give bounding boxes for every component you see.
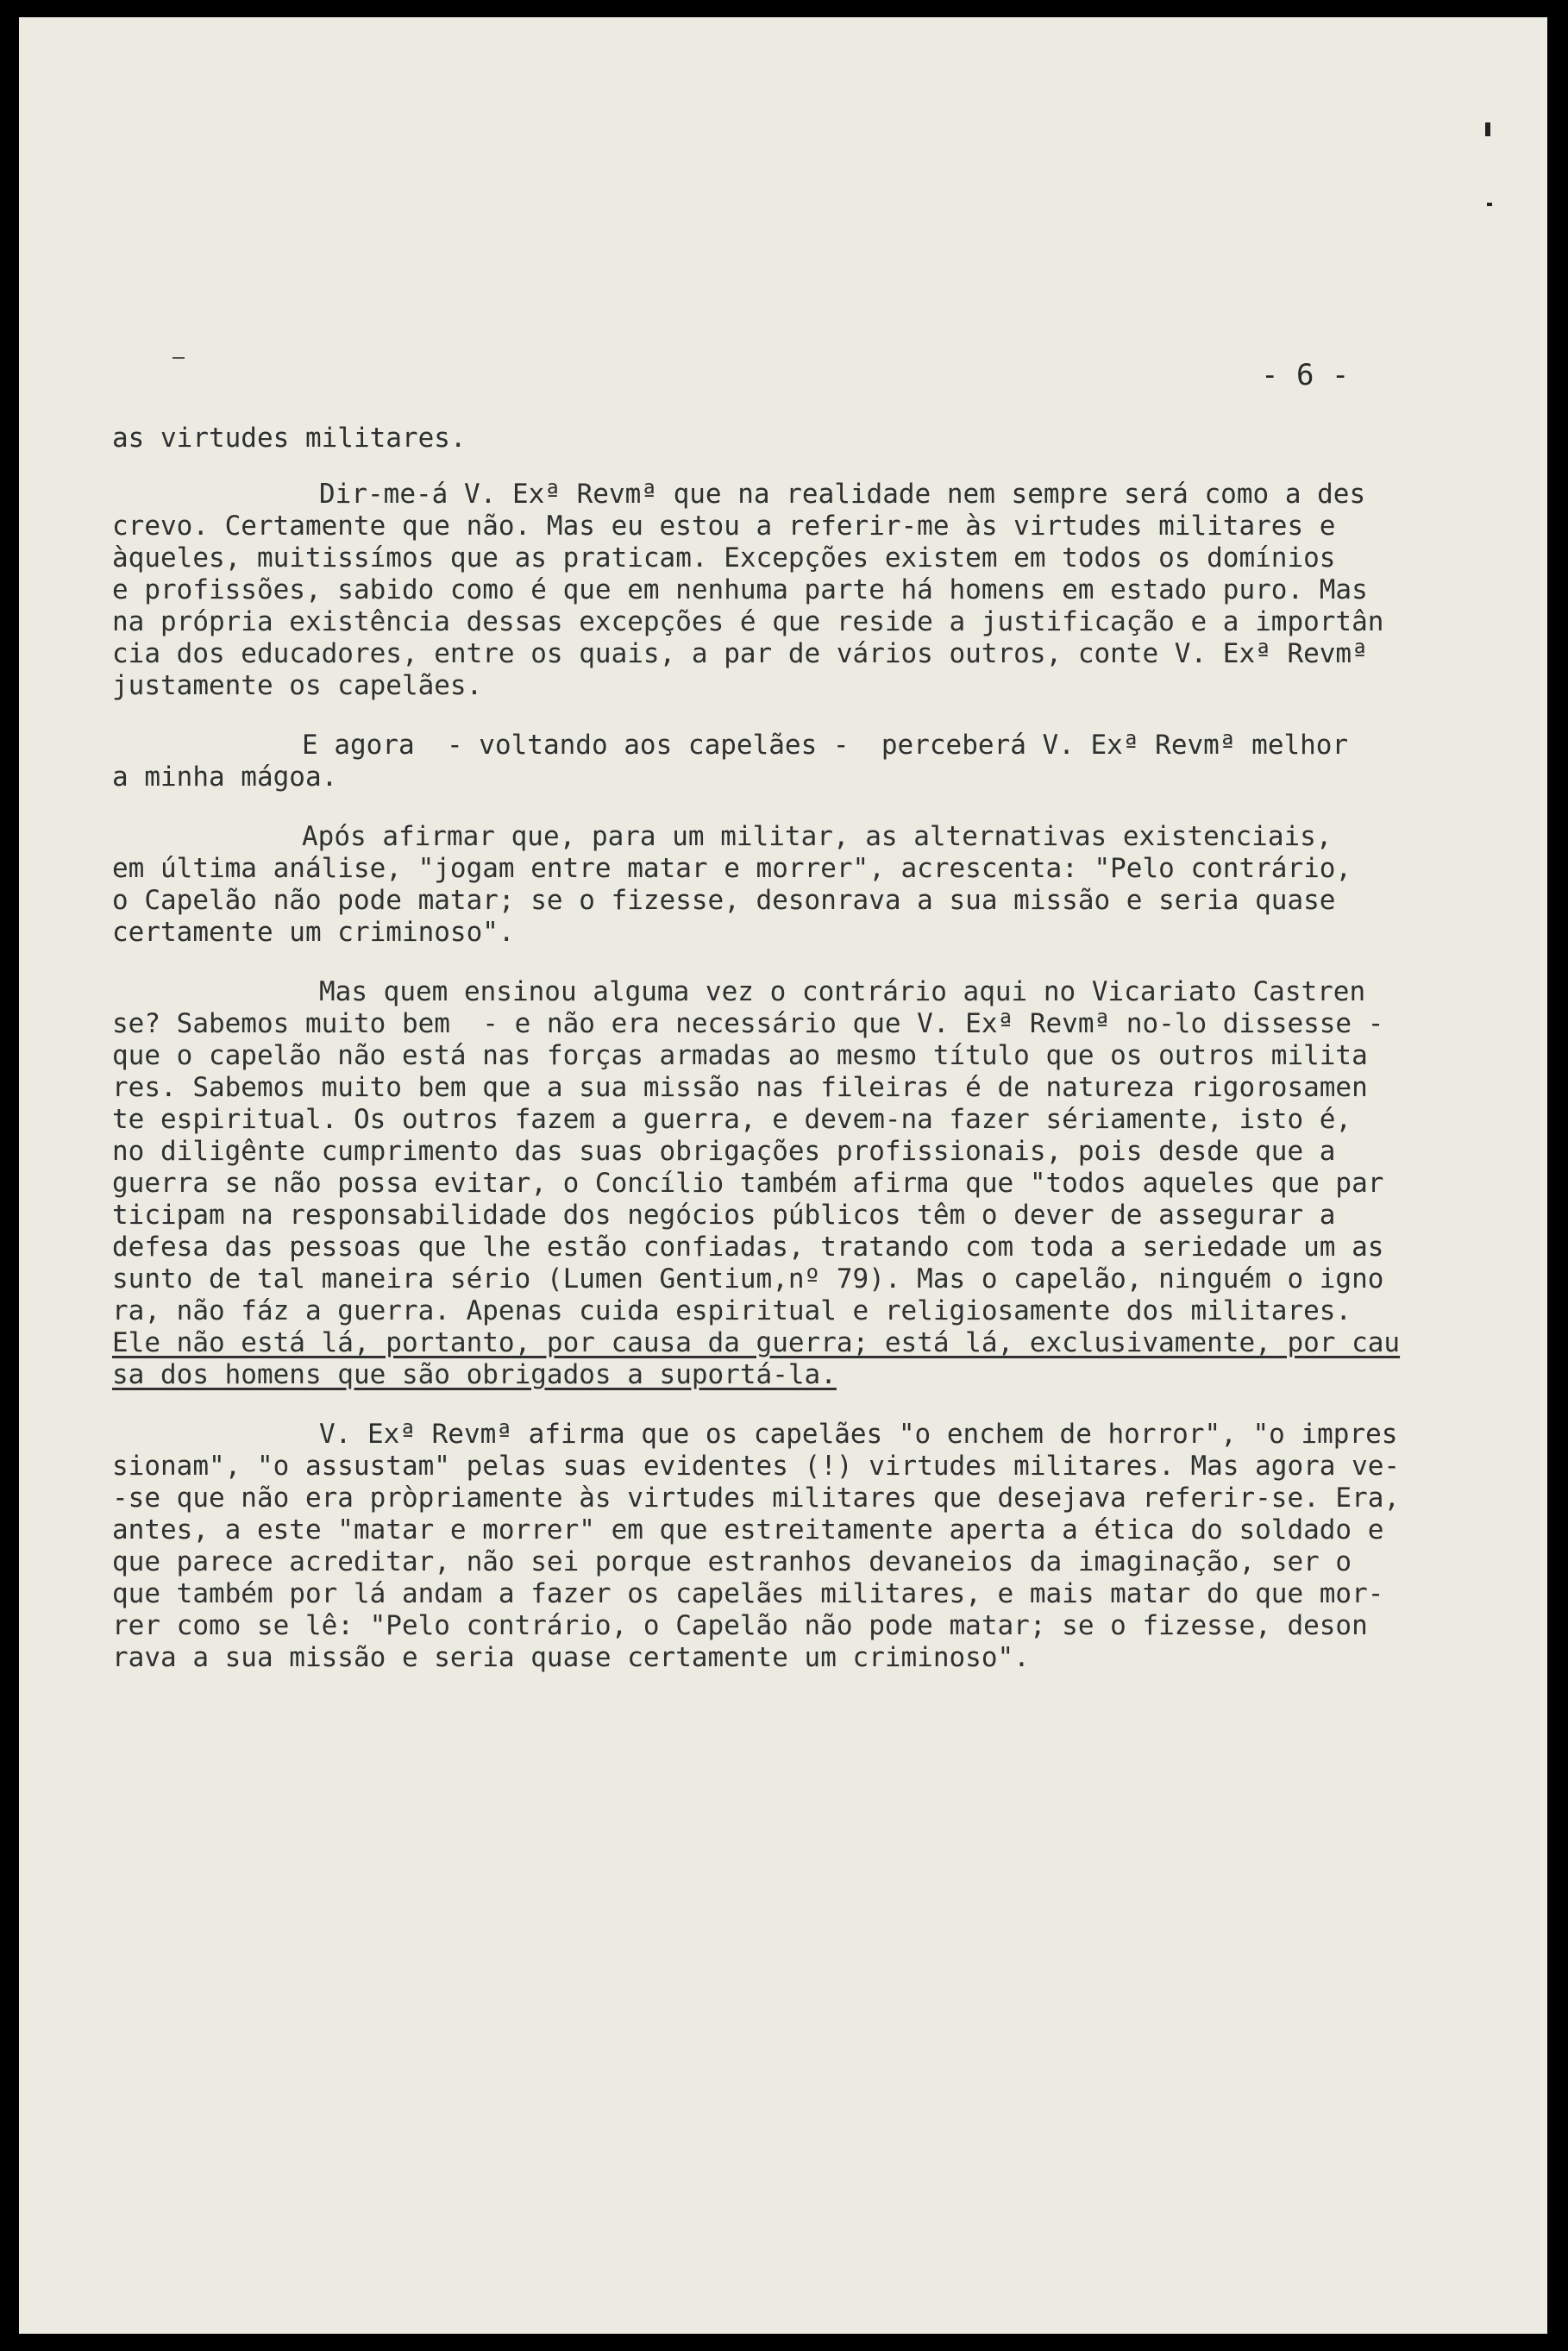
text-line: o Capelão não pode matar; se o fizesse, desonrava a sua missão e seria quase [112,885,1336,916]
text-line: se? Sabemos muito bem - e não era necessário que V. Exª Revmª no-lo dissesse - [112,1008,1384,1039]
text-line: as virtudes militares. [112,423,467,454]
text-line: te espiritual. Os outros fazem a guerra, e devem-na fazer sériamente, isto é, [112,1104,1352,1135]
text-line: certamente um criminoso". [112,917,515,948]
text-line: res. Sabemos muito bem que a sua missão nas fileiras é de natureza rigorosamen [112,1072,1368,1103]
underlined-text-line: Ele não está lá, portanto, por causa da guerra; está lá, exclusivamente, por cau [112,1327,1401,1358]
text-line: e profissões, sabido como é que em nenhuma parte há homens em estado puro. Mas [112,574,1368,605]
paragraph [112,1419,1401,1674]
margin-mark [172,357,185,359]
text-line: Após afirmar que, para um militar, as alternativas existenciais, [302,821,1333,852]
text-line: Mas quem ensinou alguma vez o contrário aqui no Vicariato Castren [319,976,1366,1007]
text-line: E agora - voltando aos capelães - perceberá V. Exª Revmª melhor [302,730,1349,761]
text-line: crevo. Certamente que não. Mas eu estou a referir-me às virtudes militares e [112,511,1336,542]
paragraph [112,423,1371,455]
text-line: que parece acreditar, não sei porque estranhos devaneios da imaginação, ser o [112,1546,1352,1577]
text-line: antes, a este "matar e morrer" em que estreitamente aperta a ética do soldado e [112,1514,1384,1545]
text-line: ticipam na responsabilidade dos negócios públicos têm o dever de assegurar a [112,1200,1336,1231]
text-line: justamente os capelães. [112,670,483,701]
text-line: em última análise, "jogam entre matar e morrer", acrescenta: "Pelo contrário, [112,853,1352,884]
text-line: V. Exª Revmª afirma que os capelães "o enchem de horror", "o impres [319,1419,1398,1450]
text-line: que também por lá andam a fazer os capelães militares, e mais matar do que mor- [112,1578,1384,1609]
body-text [112,423,1401,1702]
text-line: defesa das pessoas que lhe estão confiadas, tratando com toda a seriedade um as [112,1232,1384,1263]
paragraph [112,479,1384,702]
text-line: na própria existência dessas excepções é que reside a justificação e a importân [112,606,1384,637]
text-line: sionam", "o assustam" pelas suas evidentes (!) virtudes militares. Mas agora ve- [112,1451,1401,1482]
margin-mark [1485,122,1490,136]
text-line: Dir-me-á V. Exª Revmª que na realidade nem sempre será como a des [319,479,1366,510]
text-line: -se que não era pròpriamente às virtudes militares que desejava referir-se. Era, [112,1483,1401,1514]
paragraph [112,730,1371,793]
document-page [19,17,1547,2334]
text-line: ra, não fáz a guerra. Apenas cuida espiritual e religiosamente dos militares. [112,1295,1352,1326]
text-line: guerra se não possa evitar, o Concílio também afirma que "todos aqueles que par [112,1168,1384,1199]
text-line: sunto de tal maneira sério (Lumen Gentium,nº 79). Mas o capelão, ninguém o igno [112,1263,1384,1295]
margin-mark [1487,203,1492,206]
paragraph [112,821,1371,949]
underlined-text-line: sa dos homens que são obrigados a suportá-la. [112,1359,837,1390]
paragraph [112,976,1401,1391]
text-line: a minha mágoa. [112,762,338,793]
text-line: rava a sua missão e seria quase certamente um criminoso". [112,1642,1030,1673]
text-line: que o capelão não está nas forças armadas ao mesmo título que os outros milita [112,1040,1368,1071]
text-line: cia dos educadores, entre os quais, a par de vários outros, conte V. Exª Revmª [112,638,1368,669]
text-line: no diligênte cumprimento das suas obrigações profissionais, pois desde que a [112,1136,1336,1167]
page-number: - 6 - [1261,358,1350,392]
text-line: àqueles, muitissímos que as praticam. Excepções existem em todos os domínios [112,542,1336,574]
text-line: rer como se lê: "Pelo contrário, o Capelão não pode matar; se o fizesse, deson [112,1610,1368,1641]
